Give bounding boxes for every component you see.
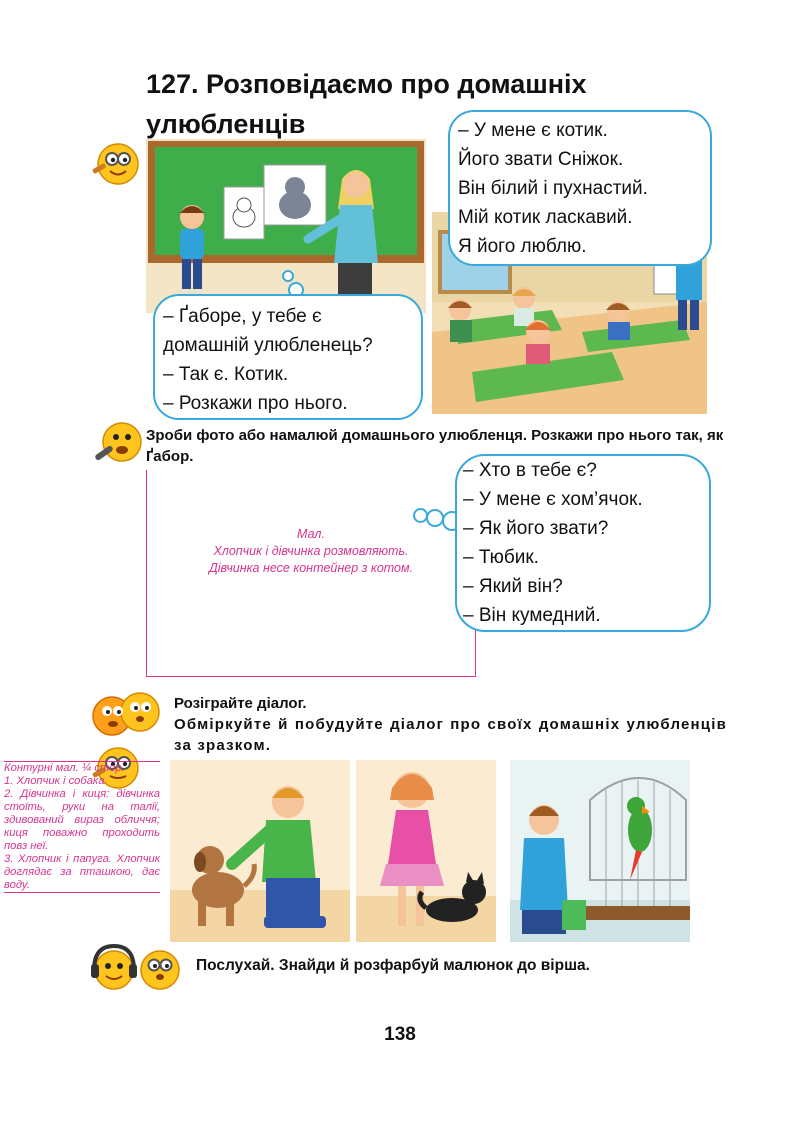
title-line-2: улюбленців: [146, 109, 306, 139]
girl-and-cat-illustration: [356, 760, 496, 942]
placeholder-line: Хлопчик і дівчинка розмовляють.: [213, 544, 409, 558]
bubble-line: – Розкажи про нього.: [163, 393, 348, 414]
bubble-line: Його звати Сніжок.: [458, 149, 624, 170]
task-dialog-line-1: Розіграйте діалог.: [174, 695, 307, 712]
note-line: 1. Хлопчик і собака.: [4, 775, 108, 787]
boy-and-parrot-illustration: [510, 760, 690, 942]
bubble-line: – Який він?: [463, 576, 563, 597]
layout-note: [4, 761, 160, 893]
teacher-illustration: [146, 139, 426, 313]
bubble-line: – Як його звати?: [463, 518, 609, 539]
bubble-line: – Так є. Котик.: [163, 364, 289, 385]
bubble-line: Мій котик ласкавий.: [458, 207, 633, 228]
task-dialog: [174, 693, 727, 756]
bubble-line: – Хто в тебе є?: [463, 460, 597, 481]
task-dialog-line-2: Обміркуйте й побудуйте діалог про своїх домашніх улюбленців за зразком.: [174, 716, 727, 754]
speaking-smiley-icon: [88, 420, 146, 470]
bubble-line: – У мене є котик.: [458, 120, 608, 141]
note-line: 2. Дівчинка і киця: дівчинка стоїть, руки на талії, здивований вираз обличчя; киця поважно проходить повз неї.: [4, 788, 160, 852]
title-line-1: 127. Розповідаємо про домашніх: [146, 69, 587, 99]
task-listen: [196, 955, 736, 976]
placeholder-line: Мал.: [297, 527, 325, 541]
note-line: Контурні мал. ¼ стор.: [4, 761, 160, 775]
bubble-line: – Ґаборе, у тебе є: [163, 306, 322, 327]
page-number: 138: [384, 1024, 416, 1045]
reading-smiley-icon: [88, 140, 142, 186]
bubble-line: Я його люблю.: [458, 236, 587, 257]
bubble-line: – Тюбик.: [463, 547, 539, 568]
bubble-line: – У мене є хом’ячок.: [463, 489, 643, 510]
bubble-line: Він білий і пухнастий.: [458, 178, 648, 199]
task-make-photo-text: Зроби фото або намалюй домашнього улюбленця. Розкажи про нього так, як Ґабор.: [146, 427, 724, 465]
bubble-line: – Він кумедний.: [463, 605, 601, 626]
dialog-smileys-icon: [88, 690, 164, 740]
boy-monologue-bubble: [448, 110, 712, 266]
task-listen-text: Послухай. Знайди й розфарбуй малюнок до вірша.: [196, 957, 590, 974]
bubble-line: домашній улюбленець?: [163, 335, 373, 356]
hamster-dialog-bubble: [455, 454, 711, 632]
headphones-smiley-icon: [88, 944, 186, 994]
teacher-dialog-bubble: [153, 294, 423, 420]
illustration-placeholder: [146, 470, 476, 677]
note-line: 3. Хлопчик і папуга. Хлопчик доглядає за пташкою, дає воду.: [4, 853, 160, 891]
boy-and-dog-illustration: [170, 760, 350, 942]
placeholder-line: Дівчинка несе контейнер з котом.: [208, 561, 414, 575]
thought-dot: [282, 270, 294, 282]
